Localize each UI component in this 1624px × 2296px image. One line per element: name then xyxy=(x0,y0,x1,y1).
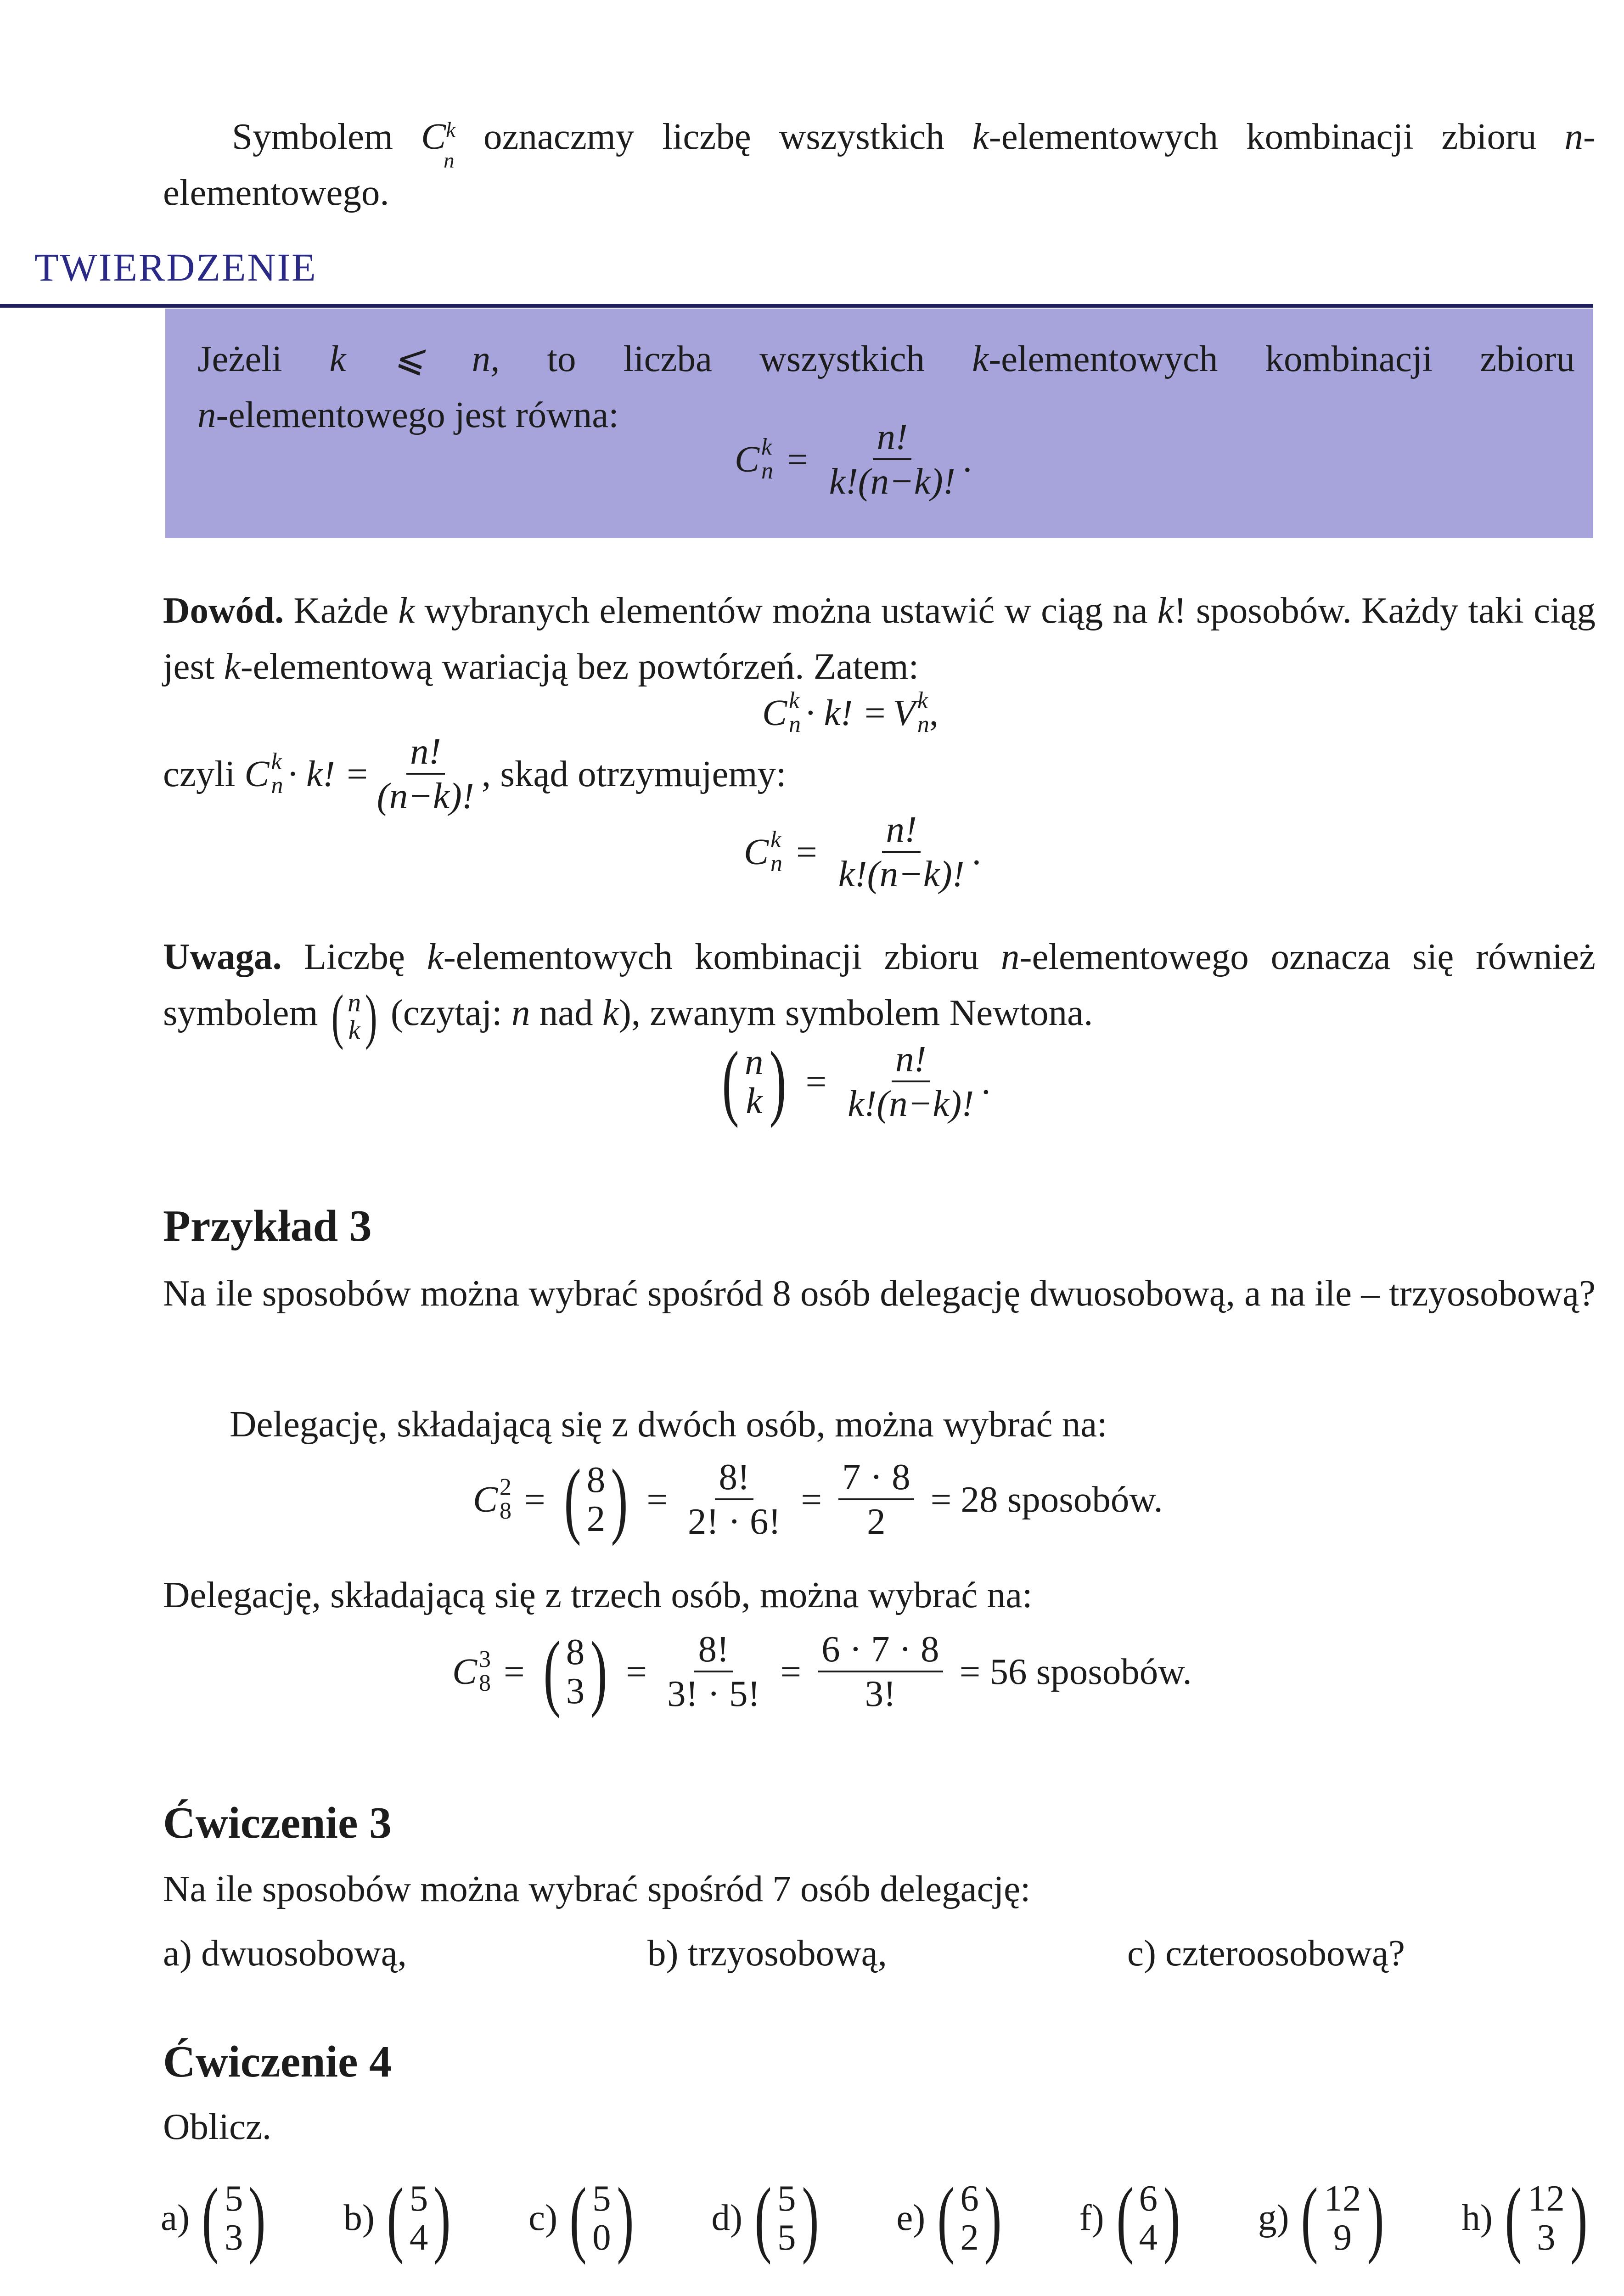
exercise3-question: Na ile sposobów można wybrać spośród 7 osób delegację: xyxy=(163,1868,1031,1909)
binomial-bottom: 3 xyxy=(1537,2216,1556,2258)
binomial-top: 6 xyxy=(1139,2177,1158,2219)
exercise3-option-b: b) trzyosobową, xyxy=(647,1932,887,1974)
exercise4-item xyxy=(1461,2170,1593,2265)
exercise4-item xyxy=(1258,2170,1390,2265)
example3-question: Na ile sposobów można wybrać spośród 8 osób delegację dwuosobową, a na ile – trzyosobową? xyxy=(163,1272,1596,1314)
exercise4-items xyxy=(161,2163,1593,2273)
exercise3-option-a: a) dwuosobową, xyxy=(163,1932,407,1974)
exercise4-heading: Ćwiczenie 4 xyxy=(163,2037,392,2087)
binomial-top: 5 xyxy=(409,2177,428,2219)
exercise4-item xyxy=(343,2170,456,2265)
proof-paragraph: Dowód. Każde k wybranych elementów można ustawić w ciąg na k! sposobów. Każdy taki ciąg jest k-elementową wariacją bez powtórzeń. Zatem: xyxy=(163,590,1596,687)
exercise4-item-label: h) xyxy=(1461,2197,1493,2239)
binomial-top: 5 xyxy=(777,2177,796,2219)
example3-heading: Przykład 3 xyxy=(163,1201,372,1251)
theorem-heading: TWIERDZENIE xyxy=(34,245,317,289)
note-paragraph: Uwaga. Liczbę k-elementowych kombinacji zbioru n-elementowego oznacza się również symbolem ( n k ) (czytaj: n nad k), zwanym symbolem Newtona. xyxy=(163,936,1596,1050)
theorem-formula: C k n = $\frac{n!}{k!(n-k)!}$ . xyxy=(735,416,972,502)
binomial-top: 5 xyxy=(224,2177,243,2219)
binomial-coefficient: ( 5 5 ) xyxy=(754,2170,819,2265)
binomial-coefficient: ( 12 9 ) xyxy=(1301,2170,1384,2265)
binomial-top: 12 xyxy=(1324,2177,1361,2219)
exercise4-item-label: c) xyxy=(528,2197,558,2239)
binomial-coefficient: ( 6 2 ) xyxy=(937,2170,1002,2265)
example3-eq-three: C 3 8 = ( 8 3 ) = $\frac{8!}{3! \cdot 5!}$ = $\frac{6 \cdot 7 \cdot 8}{3!}$ = 56 sposobów. xyxy=(452,1624,1192,1719)
proof-eq-3: C k n = $\frac{n!}{k!(n-k)!}$ . xyxy=(744,809,981,895)
exercise4-item xyxy=(161,2170,272,2265)
exercise3-heading: Ćwiczenie 3 xyxy=(163,1798,392,1848)
binomial-top: 12 xyxy=(1527,2177,1565,2219)
binomial-top: 6 xyxy=(960,2177,979,2219)
proof-eq-2: czyli C k n · k! = $\frac{n!}{(n-k)!}$ , skąd otrzymujemy: xyxy=(163,731,787,817)
binomial-coefficient: ( 5 0 ) xyxy=(569,2170,634,2265)
binomial-bottom: 4 xyxy=(1139,2216,1158,2258)
theorem-line-2: n-elementowego jest równa: xyxy=(197,394,619,435)
exercise3-option-c: c) czteroosobową? xyxy=(1127,1932,1405,1974)
exercise4-instruction: Oblicz. xyxy=(163,2106,272,2147)
binomial-coefficient: ( 6 4 ) xyxy=(1116,2170,1180,2265)
binomial-bottom: 2 xyxy=(960,2216,979,2258)
exercise4-item-label: b) xyxy=(343,2197,375,2239)
exercise4-item xyxy=(1079,2170,1186,2265)
binomial-bottom: 3 xyxy=(224,2216,243,2258)
example3-line-two: Delegację, składającą się z dwóch osób, można wybrać na: xyxy=(230,1403,1107,1445)
exercise4-item-label: f) xyxy=(1079,2197,1104,2239)
example3-eq-two: C 2 8 = ( 8 2 ) = $\frac{8!}{2! \cdot 6!}$ = $\frac{7 \cdot 8}{2}$ = 28 sposobów. xyxy=(473,1452,1163,1547)
binomial-top: 5 xyxy=(592,2177,611,2219)
binomial-coefficient: ( 5 4 ) xyxy=(387,2170,451,2265)
intro-paragraph: Symbolem $C^k$ n oznaczmy liczbę wszystkich k-elementowych kombinacji zbioru n-elementowego. xyxy=(163,116,1596,213)
binomial-bottom: 9 xyxy=(1333,2216,1352,2258)
binomial-bottom: 4 xyxy=(409,2216,428,2258)
proof-eq-1: C k n · k! = V k n , xyxy=(762,687,939,737)
exercise4-item-label: d) xyxy=(711,2197,742,2239)
theorem-rule xyxy=(0,304,1593,308)
exercise4-item-label: e) xyxy=(896,2197,926,2239)
exercise4-item-label: g) xyxy=(1258,2197,1289,2239)
exercise4-item xyxy=(896,2170,1007,2265)
binomial-bottom: 5 xyxy=(777,2216,796,2258)
binomial-coefficient: ( 5 3 ) xyxy=(202,2170,266,2265)
exercise4-item xyxy=(711,2170,824,2265)
binomial-bottom: 0 xyxy=(592,2216,611,2258)
example3-line-three: Delegację, składającą się z trzech osób, można wybrać na: xyxy=(163,1574,1033,1615)
note-formula: ( n k ) = $\frac{n!}{k!(n-k)!}$ . xyxy=(722,1034,991,1129)
exercise4-item-label: a) xyxy=(161,2197,190,2239)
binomial-coefficient: ( 12 3 ) xyxy=(1505,2170,1588,2265)
exercise4-item xyxy=(528,2170,640,2265)
theorem-line-1: Jeżeli k ⩽ n, to liczba wszystkich k-elementowych kombinacji zbioru xyxy=(197,338,1575,379)
